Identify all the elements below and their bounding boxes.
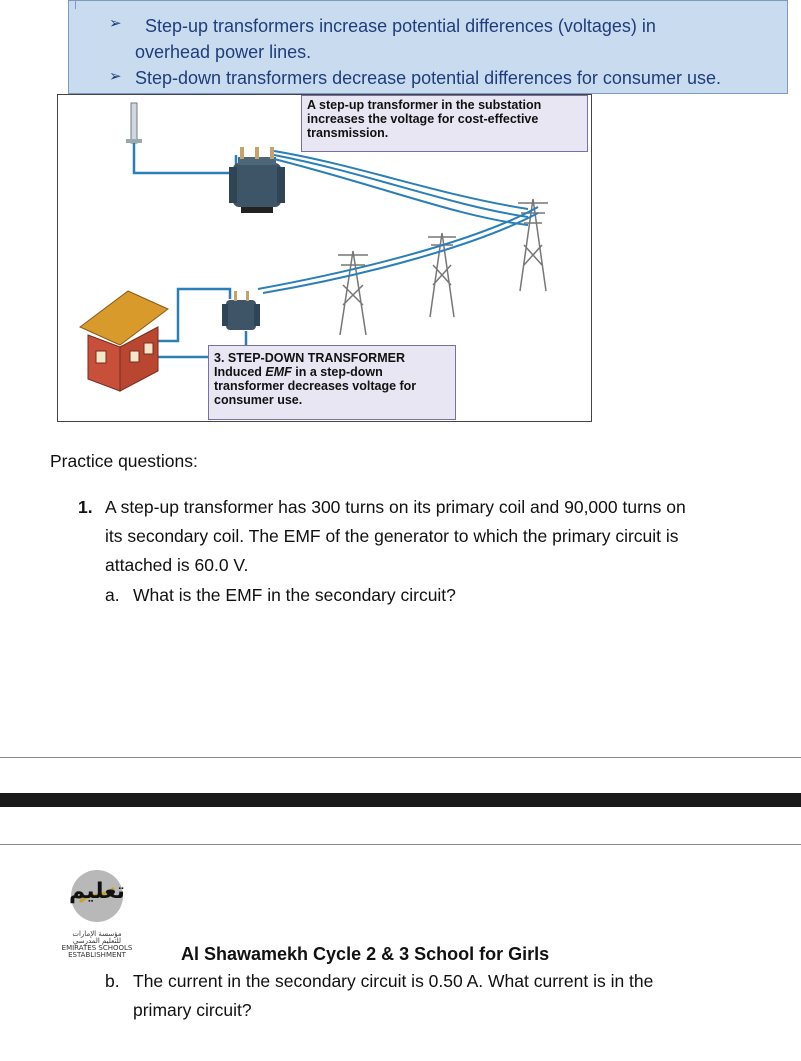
arrow-bullet-icon: ➢ <box>109 15 122 32</box>
question-a-text: What is the EMF in the secondary circuit? <box>133 585 456 605</box>
page-top-rule <box>0 844 801 845</box>
question-1-line-3: attached is 60.0 V. <box>105 555 249 575</box>
logo-word: تعليم <box>69 879 125 904</box>
callout-step-down-line-4: consumer use. <box>214 393 303 407</box>
logo-emblem-icon <box>52 858 142 930</box>
house-icon <box>80 291 168 391</box>
logo-line-1: مؤسسة الإمارات <box>72 930 122 938</box>
logo-line-4: ESTABLISHMENT <box>68 951 126 959</box>
callout-text: Induced <box>214 365 266 379</box>
lv-line-2 <box>263 213 538 293</box>
logo-caption <box>52 931 142 959</box>
logo-line-3: EMIRATES SCHOOLS <box>61 944 133 952</box>
callout-text: in a step-down <box>291 365 383 379</box>
question-1-number: 1. <box>78 497 93 517</box>
arrow-bullet-icon: ➢ <box>109 68 122 85</box>
bullet-2-line-1: Step-down transformers decrease potential differences for consumer use. <box>135 68 721 88</box>
hv-line-3 <box>274 159 528 225</box>
transmission-diagram <box>57 94 592 422</box>
wire-generator <box>134 143 236 173</box>
callout-step-up-line-3: transmission. <box>307 126 389 140</box>
pylon-icon <box>518 199 548 291</box>
question-b-line-1: The current in the secondary circuit is 0.50 A. What current is in the <box>133 971 654 991</box>
callout-step-down-title: 3. STEP-DOWN TRANSFORMER <box>214 351 405 365</box>
callout-step-up-line-1: A step-up transformer in the substation <box>307 98 542 112</box>
pylon-icon <box>338 251 368 335</box>
callout-step-down-line-2 <box>214 365 450 379</box>
step-down-transformer-icon <box>222 291 260 330</box>
question-1-line-2: its secondary coil. The EMF of the generator to which the primary circuit is <box>105 526 679 546</box>
bullet-1-line-2: overhead power lines. <box>135 42 312 62</box>
bullet-1-line-1: Step-up transformers increase potential differences (voltages) in <box>145 16 656 36</box>
school-name: Al Shawamekh Cycle 2 & 3 School for Girls <box>181 944 550 964</box>
post-base <box>126 139 142 143</box>
logo-line-2: للتعليم المدرسي <box>72 937 122 945</box>
callout-step-down-line-3: transformer decreases voltage for <box>214 379 417 393</box>
generator-post <box>131 103 137 143</box>
school-logo <box>52 858 142 958</box>
hv-line-1 <box>274 151 528 209</box>
callout-step-up-line-2: increases the voltage for cost-effective <box>307 112 539 126</box>
practice-heading: Practice questions: <box>50 451 198 471</box>
hv-line-2 <box>274 155 528 217</box>
bullet-box <box>68 0 788 94</box>
question-a-letter: a. <box>105 585 120 605</box>
question-1-line-1: A step-up transformer has 300 turns on its primary coil and 90,000 turns on <box>105 497 686 517</box>
callout-step-down <box>208 345 456 420</box>
question-b-letter: b. <box>105 971 120 991</box>
page-bottom-rule <box>0 757 801 758</box>
box-stub <box>69 1 76 9</box>
step-up-transformer-icon <box>229 147 285 213</box>
callout-step-up <box>301 95 588 152</box>
wire-house <box>153 289 230 341</box>
question-b-line-2: primary circuit? <box>133 1000 252 1020</box>
page-separator-bar <box>0 793 801 807</box>
callout-emf-italic: EMF <box>265 365 292 379</box>
